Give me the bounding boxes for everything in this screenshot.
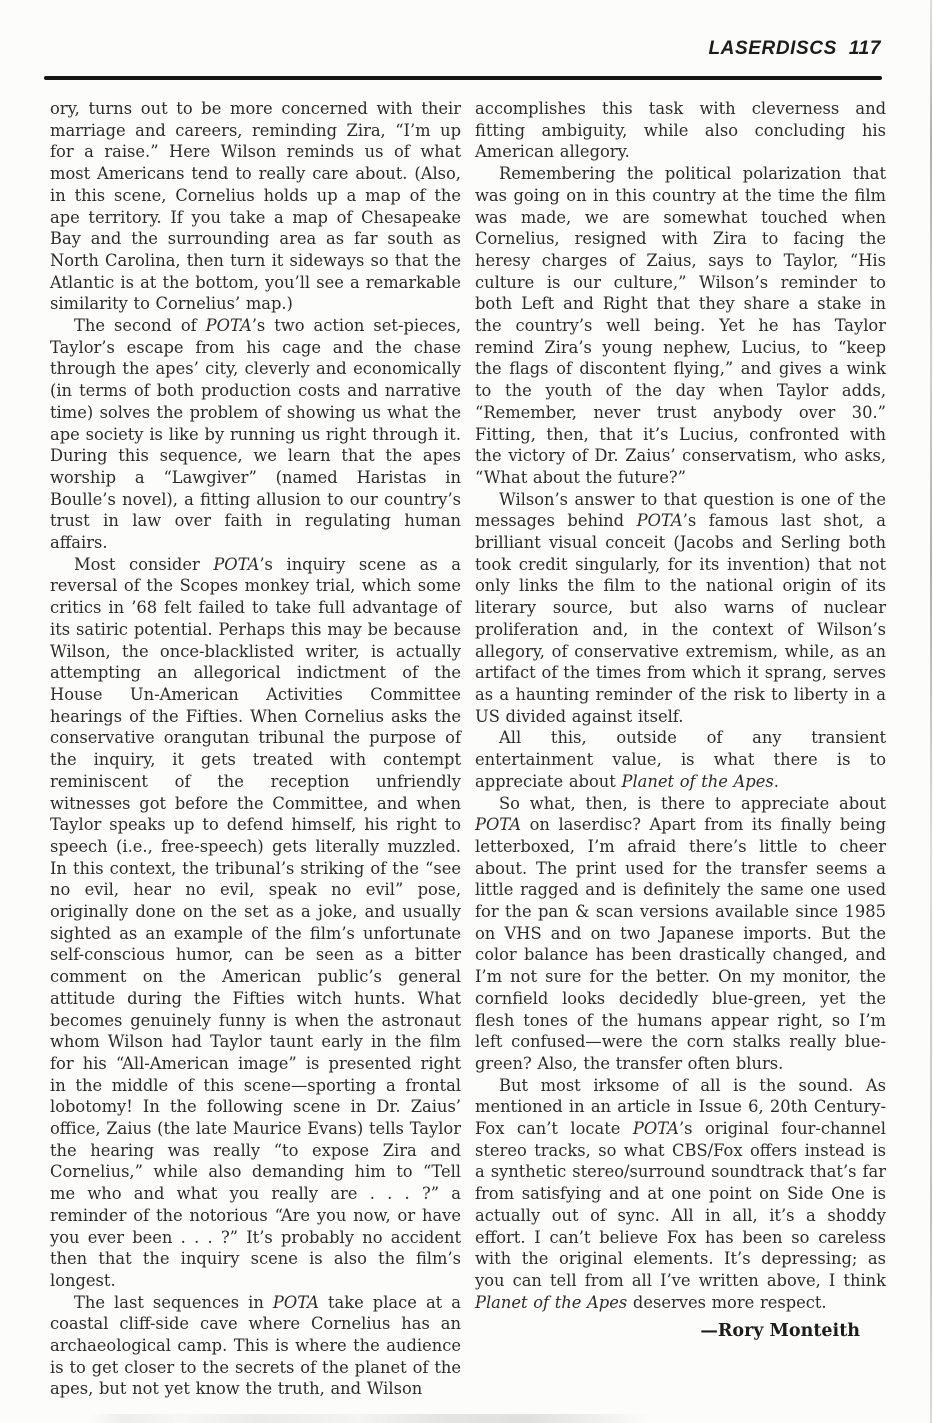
paragraph bbox=[475, 727, 886, 792]
body-text: accomplishes this task with cleverness and fitting ambiguity, while also concluding his American allegory. bbox=[475, 99, 886, 162]
paragraph bbox=[475, 489, 886, 728]
article-body bbox=[50, 98, 886, 1400]
body-text: ’s two action set-pieces, Taylor’s escape from his cage and the chase through the apes’ city, cleverly and economically (in terms of both production costs and narrative time) solves the problem of showing us what the ape society is like by running us right through it. During this sequence, we learn that the apes worship a “Lawgiver” (named Haristas in Boulle’s novel), a fitting allusion to our country’s trust in law over faith in regulating human affairs. bbox=[50, 316, 461, 553]
italic-title-text: Planet of the Apes bbox=[475, 1292, 628, 1312]
italic-title-text: Planet of the Apes bbox=[621, 771, 774, 791]
scan-page-edge bbox=[930, 0, 932, 1423]
scan-bottom-artifact bbox=[90, 1414, 650, 1423]
body-text: The last sequences in bbox=[74, 1292, 273, 1312]
paragraph bbox=[50, 315, 461, 554]
body-text: on laserdisc? Apart from its finally being letterboxed, I’m afraid there’s little to cheer about. The print used for the transfer seems a little ragged and is definitely the same one used for the pan & scan versions available since 1985 on VHS and on two Japanese imports. But the color balance has been drastically changed, and I’m not sure for the better. On my monitor, the cornfield looks decidedly blue-green, yet the flesh tones of the humans appear right, so I’m left confused—were the corn stalks really blue-green? Also, the transfer often blurs. bbox=[475, 815, 886, 1073]
italic-title-text: POTA bbox=[632, 1119, 679, 1139]
running-head bbox=[708, 38, 881, 60]
section-title: LASERDISCS bbox=[708, 38, 837, 59]
page-number: 117 bbox=[848, 38, 881, 59]
body-text: deserves more respect. bbox=[627, 1292, 827, 1312]
paragraph bbox=[475, 793, 886, 1075]
italic-title-text: POTA bbox=[475, 815, 522, 835]
body-text: take place at a coastal cliff-side cave where Cornelius has an archaeological camp. This is where the audience is to get closer to the secrets of the planet of the apes, but not yet know the truth, and Wilson bbox=[50, 1292, 461, 1399]
paragraph bbox=[475, 163, 886, 489]
body-text: Most consider bbox=[74, 554, 214, 574]
paragraph bbox=[50, 554, 461, 1292]
body-text: Wilson’s answer to that question is one of the messages behind bbox=[475, 489, 886, 531]
italic-title-text: POTA bbox=[213, 554, 260, 574]
body-text: All this, outside of any transient entertainment value, is what there is to appreciate about bbox=[475, 728, 886, 791]
left-column bbox=[50, 98, 461, 1400]
body-text: ’s inquiry scene as a reversal of the Scopes monkey trial, which some critics in ’68 felt failed to take full advantage of its satiric potential. Perhaps this may be because Wilson, the once-blacklisted writer, is actually attempting an allegorical indictment of the House Un-American Activities Committee hearings of the Fifties. When Cornelius asks the conservative orangutan tribunal the purpose of the inquiry, it gets treated with contempt reminiscent of the reception unfriendly witnesses got before the Committee, and when Taylor speaks up to defend himself, his right to speech (i.e., free-speech) gets literally muzzled. In this context, the tribunal’s striking of the “see no evil, hear no evil, speak no evil” pose, originally done on the set as a joke, and usually sighted as an example of the film’s unfortunate self-conscious humor, can be seen as a bitter comment on the American public’s general attitude during the Fifties witch hunts. What becomes genuinely funny is when the astronaut whom Wilson had Taylor taunt early in the film for his “All-American image” is presented right in the middle of this scene—sporting a frontal lobotomy! In the following scene in Dr. Zaius’ office, Zaius (the late Maurice Evans) tells Taylor the hearing was really “to expose Zira and Cornelius,” while also demanding him to “Tell me who and what you really are . . . ?” a reminder of the notorious “Are you now, or have you ever been . . . ?” It’s probably no accident then that the inquiry scene is also the film’s longest. bbox=[50, 554, 461, 1290]
paragraph bbox=[475, 1075, 886, 1314]
right-column-paragraphs bbox=[475, 98, 886, 1313]
body-text: ’s original four-channel stereo tracks, so what CBS/Fox offers instead is a synthetic stereo/surround soundtrack that’s far from satisfying and at one point on Side One is actually out of sync. All in all, it’s a shoddy effort. I can’t believe Fox has been so careless with the original elements. It’s depressing; as you can tell from all I’ve written above, I think bbox=[475, 1119, 886, 1290]
paragraph bbox=[475, 98, 886, 163]
body-text: . bbox=[773, 771, 779, 791]
header-rule bbox=[44, 76, 882, 80]
paragraph bbox=[50, 98, 461, 315]
italic-title-text: POTA bbox=[272, 1292, 319, 1312]
body-text: But most irksome of all is the sound. As mentioned in an article in Issue 6, 20th Century-Fox can’t locate bbox=[475, 1075, 886, 1139]
italic-title-text: POTA bbox=[636, 511, 683, 531]
italic-title-text: POTA bbox=[205, 316, 252, 336]
right-column bbox=[475, 98, 886, 1400]
byline: —Rory Monteith bbox=[700, 1321, 860, 1342]
paragraph bbox=[50, 1292, 461, 1401]
body-text: The second of bbox=[74, 316, 206, 336]
body-text: ory, turns out to be more concerned with their marriage and careers, reminding Zira, “I’m up for a raise.” Here Wilson reminds us of what most Americans tend to really care about. (Also, in this scene, Cornelius holds up a map of the ape territory. If you take a map of Chesapeake Bay and the surrounding area as far south as North Carolina, then turn it sideways so that the Atlantic is at the bottom, you’ll see a remarkable similarity to Cornelius’ map.) bbox=[50, 99, 461, 314]
body-text: So what, then, is there to appreciate about bbox=[499, 793, 886, 813]
body-text: ’s famous last shot, a brilliant visual conceit (Jacobs and Serling both took credit singularly, for its invention) that not only links the film to the national origin of its literary source, but also warns of nuclear proliferation and, in the context of Wilson’s allegory, of conservative extremism, while, as an artifact of the times from which it sprang, serves as a haunting reminder of the risk to liberty in a US divided against itself. bbox=[475, 511, 886, 726]
body-text: Remembering the political polarization that was going on in this country at the time the film was made, we are somewhat touched when Cornelius, resigned with Zira to facing the heresy charges of Zaius, says to Taylor, “His culture is our culture,” Wilson’s reminder to both Left and Right that they share a stake in the country’s well being. Yet he has Taylor remind Zira’s young nephew, Lucius, to “keep the flags of discontent flying,” and gives a wink to the youth of the day when Taylor adds, “Remember, never trust anybody over 30.” Fitting, then, that it’s Lucius, confronted with the victory of Dr. Zaius’ conservatism, who asks, “What about the future?” bbox=[475, 164, 886, 487]
